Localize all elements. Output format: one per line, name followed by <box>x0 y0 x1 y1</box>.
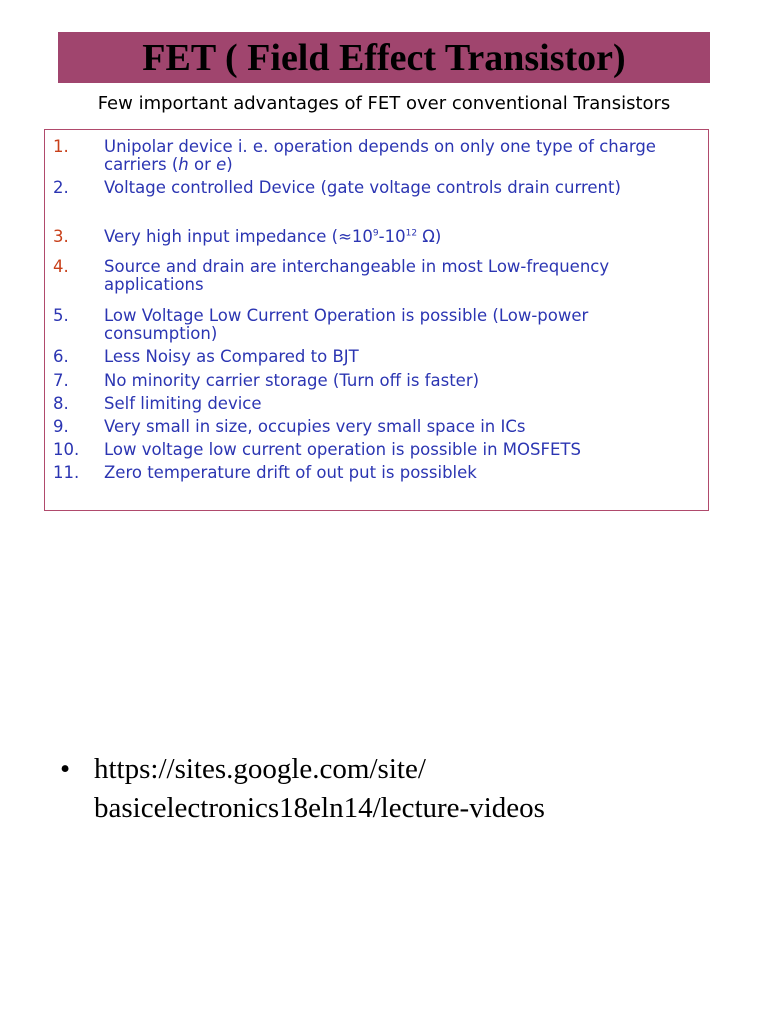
advantage-number: 11. <box>53 463 80 482</box>
advantage-item-5 <box>53 307 703 343</box>
advantage-number: 9. <box>53 417 69 436</box>
advantage-text: Low voltage low current operation is possible in MOSFETS <box>104 440 581 459</box>
advantage-item-6 <box>53 348 703 366</box>
advantage-item-7 <box>53 372 703 390</box>
reference-link[interactable] <box>94 750 740 828</box>
advantage-text: Very small in size, occupies very small space in ICs <box>104 417 526 436</box>
slide-subtitle: Few important advantages of FET over conventional Transistors <box>97 93 671 114</box>
slide-title: FET ( Field Effect Transistor) <box>142 36 626 79</box>
advantage-text: Very high input impedance ($\approx 10^9-10^{12}$ Ω) <box>104 227 442 246</box>
advantage-number: 6. <box>53 347 69 366</box>
advantage-number: 7. <box>53 371 69 390</box>
advantage-item-11 <box>53 464 703 482</box>
advantage-number: 2. <box>53 178 69 197</box>
advantage-text: No minority carrier storage (Turn off is faster) <box>104 371 480 390</box>
advantage-text: Low Voltage Low Current Operation is possible (Low-power consumption) <box>104 306 589 343</box>
reference-link-item <box>60 750 740 828</box>
advantage-number: 3. <box>53 227 69 246</box>
advantage-item-9 <box>53 418 703 436</box>
advantage-item-1 <box>53 138 703 174</box>
advantage-text: Unipolar device i. e. operation depends on only one type of charge carriers (h or e) <box>104 137 656 174</box>
advantage-item-8 <box>53 395 703 413</box>
reference-link-line-1: https://sites.google.com/site/ <box>94 753 426 785</box>
advantage-number: 5. <box>53 306 69 325</box>
advantage-text: Zero temperature drift of out put is possiblek <box>104 463 477 482</box>
advantage-item-3 <box>53 228 703 246</box>
title-bar <box>58 32 710 83</box>
advantage-item-2 <box>53 179 703 197</box>
advantage-text: Source and drain are interchangeable in most Low-frequency applications <box>104 257 610 294</box>
advantages-box <box>44 129 709 511</box>
advantage-number: 1. <box>53 137 69 156</box>
bullet-icon: • <box>60 753 71 785</box>
advantage-number: 8. <box>53 394 69 413</box>
advantage-item-10 <box>53 441 703 459</box>
advantage-text: Less Noisy as Compared to BJT <box>104 347 359 366</box>
advantage-text: Voltage controlled Device (gate voltage controls drain current) <box>104 178 621 197</box>
advantage-text: Self limiting device <box>104 394 262 413</box>
advantage-item-4 <box>53 258 703 294</box>
advantage-number: 4. <box>53 257 69 276</box>
advantage-number: 10. <box>53 440 80 459</box>
reference-link-line-2: basicelectronics18eln14/lecture-videos <box>94 792 545 824</box>
